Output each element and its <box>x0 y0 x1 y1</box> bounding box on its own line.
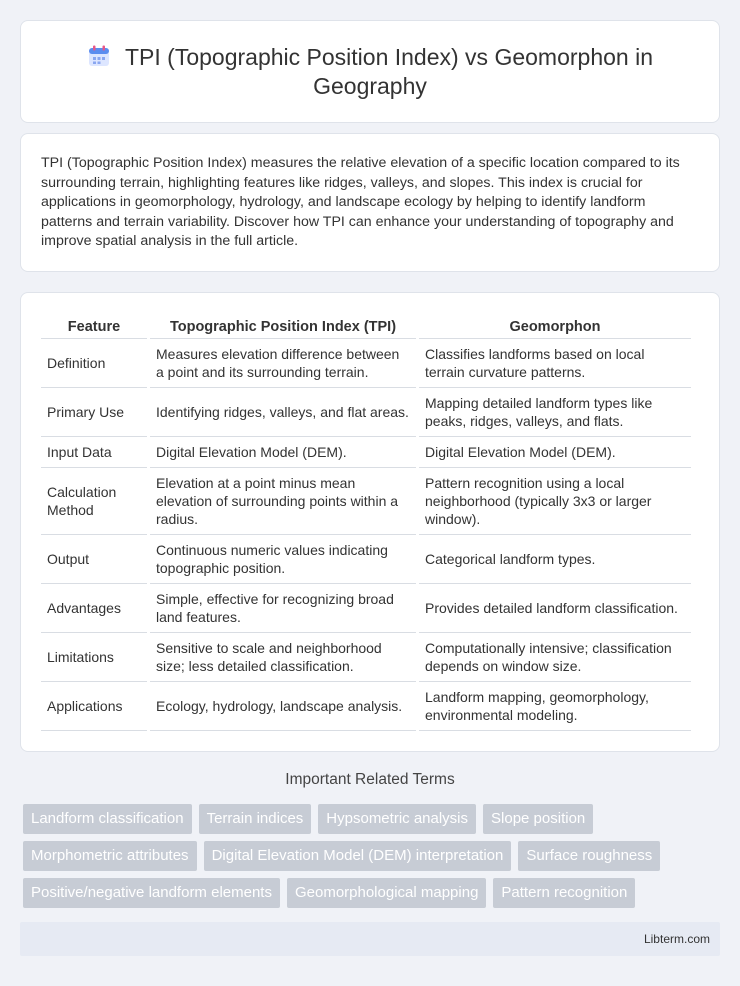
tag-landform-elements[interactable]: Positive/negative landform elements <box>23 878 280 908</box>
row-feature: Primary Use <box>41 388 147 437</box>
row-feature: Definition <box>41 339 147 388</box>
row-tpi: Elevation at a point minus mean elevation of surrounding points within a radius. <box>150 468 416 535</box>
intro-text: TPI (Topographic Position Index) measures the relative elevation of a specific location compared to its surrounding terrain, highlighting features like ridges, valleys, and slopes. This index is crucial for applications in geomorphology, hydrology, and landscape ecology by helping to identify landform patterns and terrain variability. Discover how TPI can enhance your understanding of topography and improve spatial analysis in the full article. <box>41 155 680 250</box>
row-tpi: Identifying ridges, valleys, and flat areas. <box>150 388 416 437</box>
row-geomorphon: Classifies landforms based on local terrain curvature patterns. <box>419 339 691 388</box>
tag-dem-interpretation[interactable]: Digital Elevation Model (DEM) interpretation <box>204 841 512 871</box>
page-title <box>61 43 679 101</box>
table-row <box>41 584 691 633</box>
table-row <box>41 682 691 731</box>
table-row <box>41 437 691 468</box>
tag-slope-position[interactable]: Slope position <box>483 804 593 834</box>
row-geomorphon: Mapping detailed landform types like peaks, ridges, valleys, and flats. <box>419 388 691 437</box>
table-row <box>41 388 691 437</box>
header-tpi: Topographic Position Index (TPI) <box>150 311 416 339</box>
calendar-icon <box>87 44 111 68</box>
tag-hypsometric-analysis[interactable]: Hypsometric analysis <box>318 804 476 834</box>
row-feature: Applications <box>41 682 147 731</box>
row-geomorphon: Provides detailed landform classification. <box>419 584 691 633</box>
table-row <box>41 468 691 535</box>
row-geomorphon: Landform mapping, geomorphology, environmental modeling. <box>419 682 691 731</box>
row-feature: Limitations <box>41 633 147 682</box>
comparison-table <box>38 311 694 731</box>
row-geomorphon: Digital Elevation Model (DEM). <box>419 437 691 468</box>
row-feature: Advantages <box>41 584 147 633</box>
table-row <box>41 535 691 584</box>
tag-surface-roughness[interactable]: Surface roughness <box>518 841 660 871</box>
tag-morphometric-attributes[interactable]: Morphometric attributes <box>23 841 197 871</box>
header-feature: Feature <box>41 311 147 339</box>
table-header-row <box>41 311 691 339</box>
row-geomorphon: Computationally intensive; classification depends on window size. <box>419 633 691 682</box>
row-tpi: Ecology, hydrology, landscape analysis. <box>150 682 416 731</box>
header-geomorphon: Geomorphon <box>419 311 691 339</box>
row-tpi: Digital Elevation Model (DEM). <box>150 437 416 468</box>
row-feature: Input Data <box>41 437 147 468</box>
intro-card <box>20 133 720 272</box>
title-card <box>20 20 720 123</box>
row-geomorphon: Categorical landform types. <box>419 535 691 584</box>
tag-terrain-indices[interactable]: Terrain indices <box>199 804 312 834</box>
footer <box>20 922 720 956</box>
related-terms-title: Important Related Terms <box>285 771 455 788</box>
row-geomorphon: Pattern recognition using a local neighborhood (typically 3x3 or larger window). <box>419 468 691 535</box>
comparison-table-card <box>20 292 720 752</box>
footer-brand-link[interactable]: Libterm.com <box>643 932 710 946</box>
related-terms-tags <box>23 804 713 908</box>
row-tpi: Simple, effective for recognizing broad land features. <box>150 584 416 633</box>
row-feature: Calculation Method <box>41 468 147 535</box>
tag-geomorphological-mapping[interactable]: Geomorphological mapping <box>287 878 486 908</box>
page-title-text: TPI (Topographic Position Index) vs Geomorphon in Geography <box>125 43 653 99</box>
table-row <box>41 339 691 388</box>
table-row <box>41 633 691 682</box>
row-tpi: Measures elevation difference between a point and its surrounding terrain. <box>150 339 416 388</box>
row-feature: Output <box>41 535 147 584</box>
row-tpi: Sensitive to scale and neighborhood size; less detailed classification. <box>150 633 416 682</box>
tag-pattern-recognition[interactable]: Pattern recognition <box>493 878 635 908</box>
row-tpi: Continuous numeric values indicating topographic position. <box>150 535 416 584</box>
tag-landform-classification[interactable]: Landform classification <box>23 804 192 834</box>
